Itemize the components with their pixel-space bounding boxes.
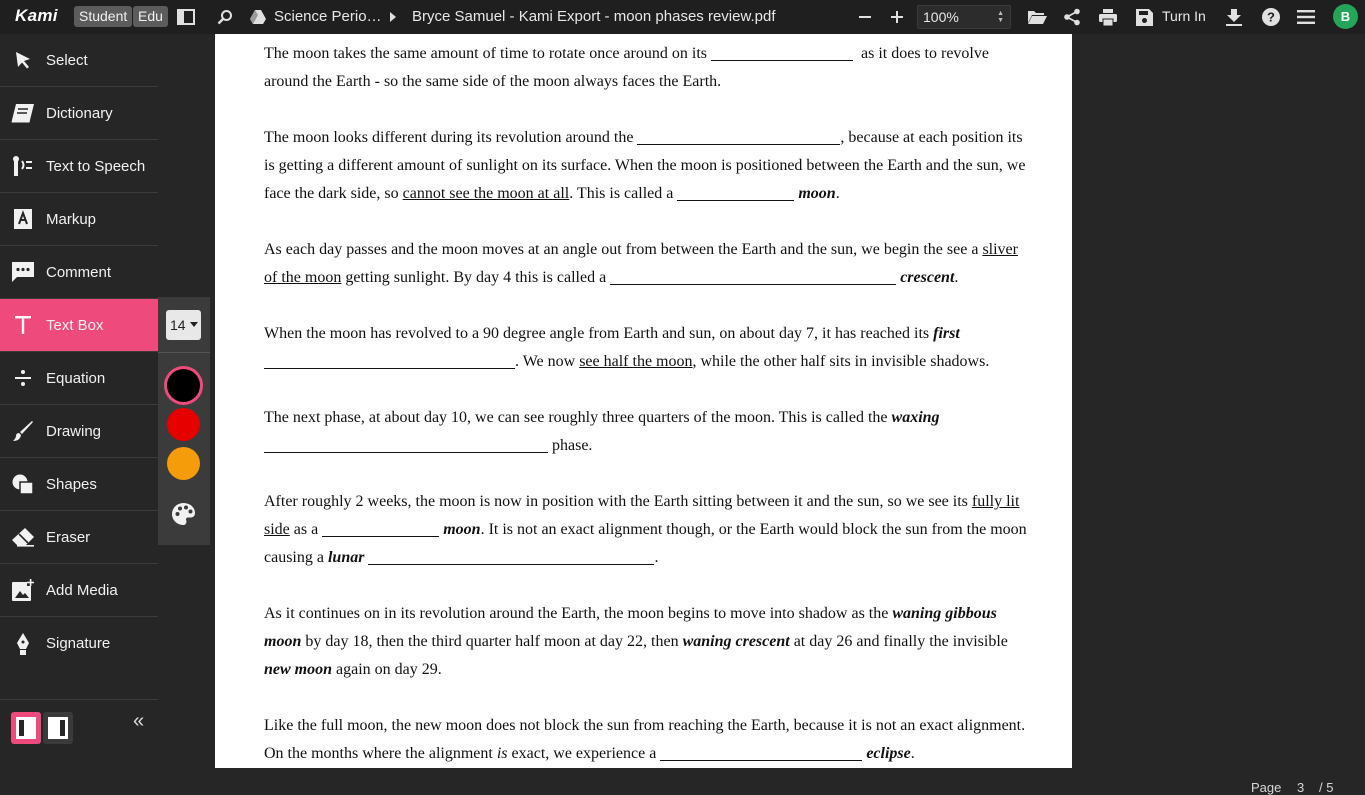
font-size-value: 14 — [170, 317, 186, 333]
equation-icon — [0, 370, 46, 386]
tool-markup[interactable] — [0, 193, 158, 246]
paragraph-crescent: As each day passes and the moon moves at an angle out from between the Earth and the sun, we begin the see a sliver of the moon getting sunlight. By day 4 this is called a crescent. — [264, 241, 1018, 286]
help-icon[interactable] — [1259, 5, 1283, 29]
tool-shapes[interactable] — [0, 458, 158, 511]
worksheet-text — [264, 40, 1034, 768]
answer-blank[interactable] — [660, 745, 862, 761]
zoom-in-icon[interactable] — [885, 5, 909, 29]
color-swatch-red[interactable] — [167, 408, 200, 441]
text-box-icon — [0, 316, 46, 334]
tool-label: Eraser — [46, 528, 91, 546]
tool-add-media[interactable] — [0, 564, 158, 617]
tool-label: Select — [46, 51, 88, 69]
pen-nib-icon — [0, 633, 46, 655]
book-icon — [0, 103, 46, 123]
tool-equation[interactable] — [0, 352, 158, 405]
open-folder-icon[interactable] — [1025, 5, 1049, 29]
pdf-page[interactable] — [215, 34, 1072, 768]
download-icon[interactable] — [1222, 5, 1246, 29]
page-label: Page — [1251, 780, 1282, 795]
file-name: Bryce Samuel - Kami Export - moon phases review.pdf — [412, 8, 776, 25]
shapes-icon — [0, 474, 46, 494]
paragraph-rotation: The moon takes the same amount of time to rotate once around on its as it does to revolve around the Earth - so the same side of the moon always faces the Earth. — [264, 45, 989, 90]
divider — [158, 352, 210, 353]
tool-signature[interactable] — [0, 617, 158, 670]
caret-down-icon — [190, 322, 198, 327]
role-edu-badge[interactable]: Edu — [133, 6, 168, 27]
paragraph-phases: The moon looks different during its revolution around the , because at each position its is getting a different amount of sunlight on its surface. When the moon is positioned between the Earth and the sun, we face the dark side, so cannot see the moon at all. This is called a moon. — [264, 129, 1026, 202]
tool-label: Equation — [46, 369, 106, 387]
tool-sidebar — [0, 34, 158, 768]
speech-icon — [0, 155, 46, 177]
chevron-right-icon — [381, 5, 405, 29]
zoom-out-icon[interactable] — [853, 5, 877, 29]
answer-blank[interactable] — [264, 353, 515, 369]
sidebar-footer — [0, 699, 158, 768]
tool-label: Add Media — [46, 581, 118, 599]
zoom-select[interactable] — [917, 5, 1011, 29]
menu-icon[interactable] — [1294, 5, 1318, 29]
google-drive-icon — [246, 5, 270, 29]
answer-blank[interactable] — [322, 521, 439, 537]
tool-eraser[interactable] — [0, 511, 158, 564]
tool-dictionary[interactable] — [0, 87, 158, 140]
text-box-options — [158, 297, 210, 545]
page-number-input[interactable]: 3 — [1297, 780, 1305, 795]
svg-text:?: ? — [1267, 9, 1275, 25]
paragraph-full-moon: After roughly 2 weeks, the moon is now in position with the Earth sitting between it and the sun, so we see its fully lit side as a moon. It is not an exact alignment though, or the Earth would block the sun from the moon causing a lunar . — [264, 493, 1027, 566]
share-icon[interactable] — [1060, 5, 1084, 29]
tool-label: Text to Speech — [46, 157, 146, 175]
color-swatch-orange[interactable] — [167, 447, 200, 480]
answer-blank[interactable] — [264, 437, 548, 453]
sidebar-panel-icon[interactable] — [174, 5, 198, 29]
turn-in-button[interactable]: Turn In — [1162, 8, 1206, 24]
tool-label: Drawing — [46, 422, 102, 440]
kami-logo[interactable]: Kami — [15, 6, 58, 25]
tool-label: Dictionary — [46, 104, 113, 122]
sidebar-mode-right-button[interactable] — [43, 712, 73, 744]
palette-icon[interactable] — [171, 502, 196, 531]
breadcrumb-folder[interactable]: Science Perio… — [274, 8, 382, 25]
sidebar-mode-left-button[interactable] — [11, 712, 41, 744]
tool-label: Signature — [46, 635, 111, 652]
brush-icon — [0, 420, 46, 442]
search-icon[interactable] — [213, 5, 237, 29]
tool-drawing[interactable] — [0, 405, 158, 458]
tool-label: Markup — [46, 210, 97, 228]
tool-label: Shapes — [46, 475, 97, 493]
font-size-select[interactable] — [166, 310, 201, 340]
answer-blank[interactable] — [711, 45, 853, 61]
tool-label: Comment — [46, 263, 112, 281]
tool-text-to-speech[interactable] — [0, 140, 158, 193]
zoom-value: 100% — [923, 9, 959, 25]
paragraph-eclipse: Like the full moon, the new moon does not block the sun from reaching the Earth, because it is not an exact alignment. On the months where the alignment is exact, we experience a eclipse. — [264, 717, 1026, 762]
save-icon[interactable] — [1132, 5, 1156, 29]
print-icon[interactable] — [1096, 5, 1120, 29]
paragraph-waning: As it continues on in its revolution around the Earth, the moon begins to move into shadow as the waning gibbous moon by day 18, then the third quarter half moon at day 22, then waning crescent at day 26 and finally the invisible new moon again on day 29. — [264, 605, 1008, 678]
document-canvas[interactable] — [158, 34, 1365, 795]
answer-blank[interactable] — [637, 129, 840, 145]
eraser-icon — [0, 527, 46, 547]
cursor-icon — [0, 51, 46, 69]
top-toolbar — [0, 0, 1365, 34]
tool-comment[interactable] — [0, 246, 158, 299]
tool-select[interactable] — [0, 34, 158, 87]
color-swatch-black[interactable] — [167, 369, 200, 402]
tool-label: Text Box — [46, 316, 104, 334]
answer-blank[interactable] — [610, 269, 896, 285]
collapse-sidebar-icon[interactable]: « — [133, 710, 145, 732]
comment-icon — [0, 262, 46, 282]
paragraph-waxing: The next phase, at about day 10, we can see roughly three quarters of the moon. This is called the waxing phase. — [264, 409, 940, 454]
markup-icon — [0, 209, 46, 229]
answer-blank[interactable] — [677, 185, 794, 201]
answer-blank[interactable] — [368, 549, 654, 565]
avatar[interactable]: B — [1333, 4, 1358, 29]
panel-left-icon — [15, 716, 37, 740]
tool-text-box[interactable] — [0, 299, 158, 352]
media-icon — [0, 579, 46, 601]
page-total: / 5 — [1319, 780, 1334, 795]
paragraph-first-quarter: When the moon has revolved to a 90 degree angle from Earth and sun, on about day 7, it has reached its first . We now see half the moon, while the other half sits in invisible shadows. — [264, 325, 990, 370]
panel-right-icon — [47, 716, 69, 740]
stepper-arrows-icon: ▲ ▼ — [997, 10, 1004, 24]
role-student-badge[interactable]: Student — [74, 6, 132, 27]
